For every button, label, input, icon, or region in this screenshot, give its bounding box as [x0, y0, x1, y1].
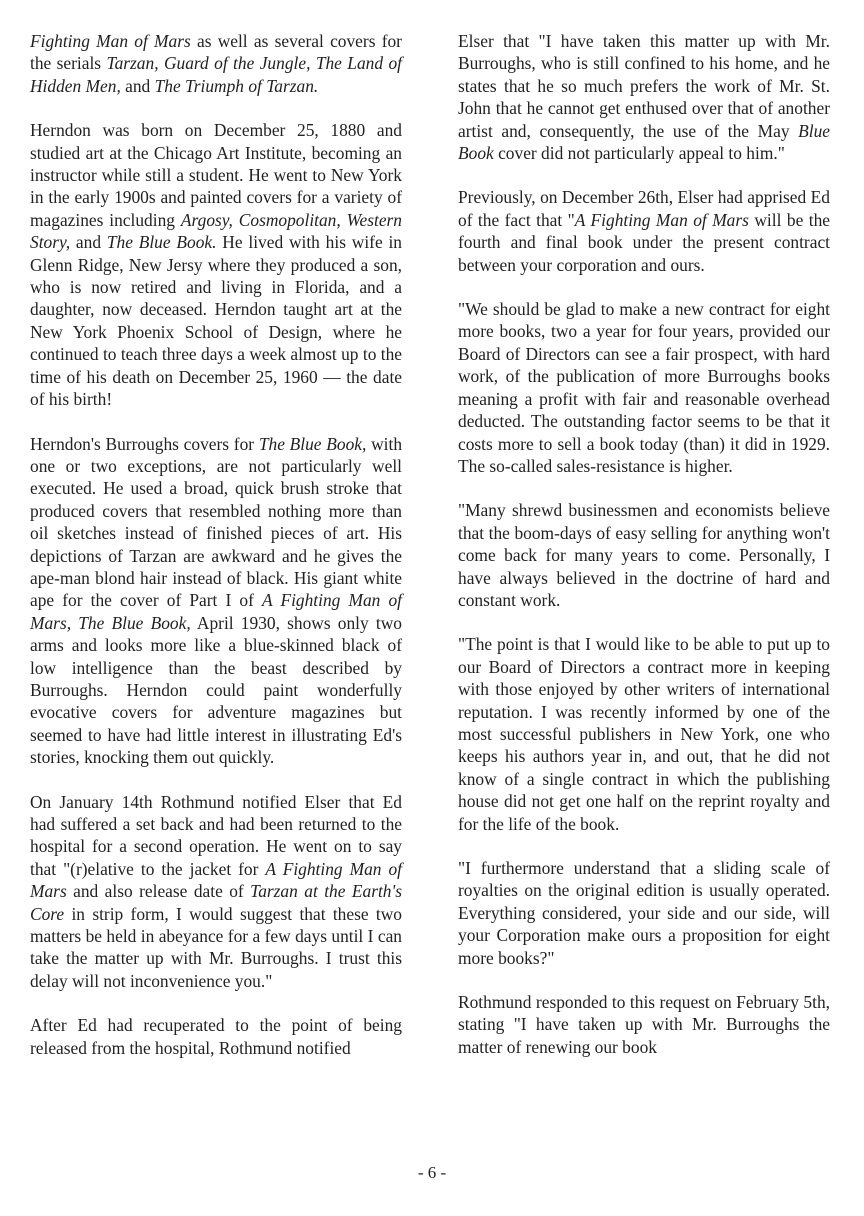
italic-text: The Blue Book.	[106, 232, 217, 253]
text-run: Previously, on December 26th, Elser had apprised Ed of the fact that "	[458, 187, 830, 230]
paragraph	[458, 186, 830, 276]
paragraph	[458, 633, 830, 835]
paragraph	[30, 433, 402, 769]
paragraph	[458, 991, 830, 1058]
right-column	[458, 30, 830, 1080]
text-run: and also release date of	[66, 881, 251, 902]
paragraph	[458, 298, 830, 477]
text-run: April 1930, shows only two arms and looks more like a blue-skinned black of low intelligence than the beast described by Burroughs. Herndon could paint wonderfully evocative covers for adventure magazines but seemed to have had little interest in illustrating Ed's stories, knocking them out quickly.	[30, 612, 402, 768]
text-run: On January 14th Rothmund notified Elser that Ed had suffered a set back and had been returned to the hospital for a second operation. He went on to say that "(r)elative to the jacket for	[30, 791, 402, 879]
italic-text: Tarzan, Guard of the Jungle, The Land of Hidden Men,	[30, 53, 403, 96]
text-run: Elser that "I have taken this matter up with Mr. Burroughs, who is still confined to his home, and he states that he so much prefers the work of Mr. St. John that he cannot get enthused over that of another artist and, consequently, the use of the May	[458, 31, 830, 141]
text-run: cover did not particularly appeal to him."	[493, 143, 785, 164]
text-run: as well as several covers for the serials	[30, 31, 402, 74]
text-run: Herndon's Burroughs covers for	[30, 433, 259, 454]
paragraph	[458, 499, 830, 611]
text-run: "I furthermore understand that a sliding scale of royalties on the original edition is usually operated. Everything considered, your side and our side, will your Corporation make ours a proposition for eight more books?"	[458, 858, 830, 968]
text-run: "The point is that I would like to be able to put up to our Board of Directors a contract more in keeping with those enjoyed by other writers of international reputation. I was recently informed by one of the most successful publishers in New York, one who keeps his authors year in, and out, that he did not know of a single contract in which the publishing house did not get one half on the reprint royalty and for the life of the book.	[458, 634, 830, 834]
text-run: Rothmund responded to this request on February 5th, stating "I have taken up with Mr. Burroughs the matter of renewing our book	[458, 992, 830, 1057]
text-run: will be the fourth and final book under the present contract between your corporation and ours.	[458, 209, 830, 275]
page-number: - 6 -	[417, 1163, 447, 1182]
paragraph	[30, 791, 402, 993]
italic-text: A Fighting Man of Mars	[574, 209, 749, 230]
italic-text: Argosy, Cosmopolitan, Western Story,	[30, 209, 402, 253]
paragraph	[30, 1014, 402, 1059]
text-run: "We should be glad to make a new contract for eight more books, two a year for four years, provided our Board of Directors can see a fair prospect, with hard work, of the publication of more Burroughs books meaning a profit with fair and reasonable overhead deducted. The outstanding factor seems to be that it costs more to sell a book today (than) it did in 1929. The so-called sales-resistance is higher.	[458, 299, 830, 476]
italic-text: Tarzan at the Earth's Core	[30, 881, 402, 924]
text-run: in strip form, I would suggest that these two matters be held in abeyance for a few days until I can take the matter up with Mr. Burroughs. I trust this delay will not inconvenience you."	[30, 903, 402, 991]
text-run: with one or two exceptions, are not particularly well executed. He used a broad, quick brush stroke that produced covers that resembled nothing more than oil sketches instead of finished pieces of art. His depictions of Tarzan are awkward and he gives the ape-man blond hair instead of black. His giant white ape for the cover of Part I of	[30, 433, 403, 611]
italic-text: Fighting Man of Mars	[30, 31, 191, 51]
italic-text: The Blue Book,	[258, 433, 367, 454]
left-column	[30, 30, 402, 1081]
text-run: After Ed had recuperated to the point of being released from the hospital, Rothmund notified	[30, 1015, 402, 1058]
text-run: and	[120, 75, 155, 96]
text-run: He lived with his wife in Glenn Ridge, New Jersy where they produced a son, who is now retired and living in Florida, and a daughter, now deceased. Herndon taught art at the New York Phoenix School of Design, where he continued to teach three days a week almost up to the time of his death on December 25, 1960 — the date of his birth!	[30, 232, 402, 410]
italic-text: A Fighting Man of Mars, The Blue Book,	[30, 590, 403, 633]
italic-text: Blue Book	[458, 120, 830, 164]
paragraph	[30, 30, 402, 97]
text-run: "Many shrewd businessmen and economists believe that the boom-days of easy selling for anything won't come back for many years to come. Personally, I have always believed in the doctrine of hard and constant work.	[458, 500, 830, 610]
paragraph	[458, 30, 830, 164]
text-run: Herndon was born on December 25, 1880 and studied art at the Chicago Art Institute, becoming an instructor while still a student. He went to New York in the early 1900s and painted covers for a variety of magazines including	[30, 120, 402, 230]
italic-text: The Triumph of Tarzan.	[154, 75, 319, 96]
paragraph	[458, 857, 830, 969]
text-run: and	[70, 232, 107, 253]
paragraph	[30, 119, 402, 410]
italic-text: A Fighting Man of Mars	[30, 858, 402, 902]
